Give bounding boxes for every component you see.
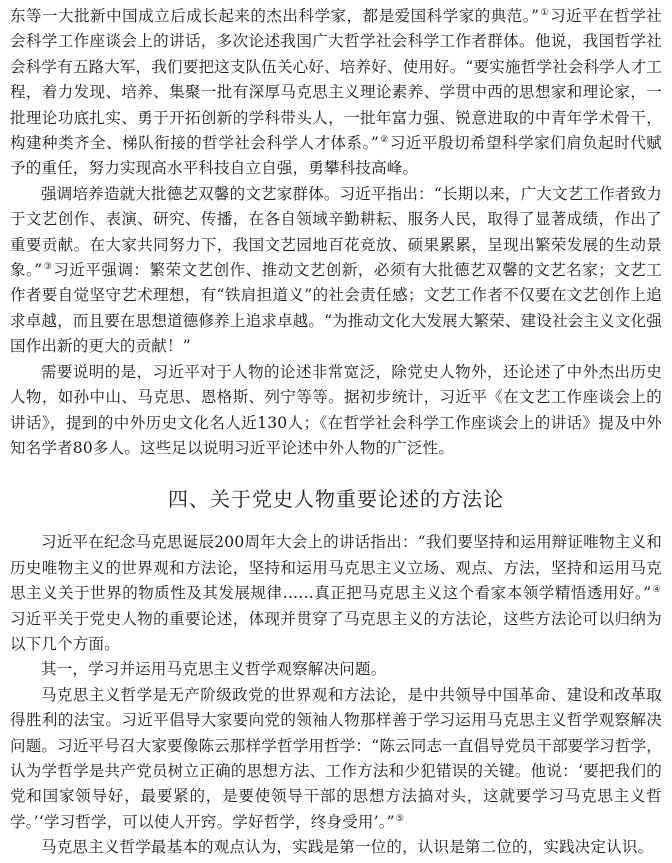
footnote-marker: ⑤ bbox=[395, 813, 405, 824]
paragraph-text: 马克思主义哲学是无产阶级政党的世界观和方法论，是中共领导中国革命、建设和改革取得胜利的法宝。习近平倡导大家要向党的领袖人物那样善于学习运用马克思主义哲学观察解决问题。习近平号召大家要像陈云那样学哲学用哲学：“陈云同志一直倡导党员干部要学习哲学，认为学哲学是共产党员树立正确的思想方法、工作方法和少犯错误的关键。他说：‘要把我们的党和国家领导好，最要紧的，是要使领导干部的思想方法搞对头，这就要学习马克思主义哲学。’‘学习哲学，可以使人开窍。学好哲学，终身受用’。” bbox=[10, 685, 662, 831]
section-heading: 四、关于党史人物重要论述的方法论 bbox=[168, 487, 504, 512]
paragraph-text: 其一，学习并运用马克思主义哲学观察解决问题。 bbox=[41, 660, 387, 679]
paragraph-text: 马克思主义哲学最基本的观点认为，实践是第一位的，认识是第二位的，实践决定认识。 bbox=[41, 838, 654, 857]
footnote-marker: ③ bbox=[43, 261, 53, 272]
body-paragraph bbox=[10, 683, 662, 835]
footnote-marker: ② bbox=[379, 134, 389, 145]
paragraph-text: 习近平在哲学社会科学工作座谈会上的讲话，多次论述我国广大哲学社会科学工作者群体。他说，我国哲学社会科学有五路大军，我们要把这支队伍关心好、培养好、使用好。“要实施哲学社会科学人才工程，着力发现、培养、集聚一批有深厚马克思主义理论素养、学贯中西的思想家和理论家，一批理论功底扎实、勇于开拓创新的学科带头人，一批年富力强、锐意进取的中青年学术骨干，构建种类齐全、梯队衔接的哲学社会科学人才体系。” bbox=[10, 7, 662, 153]
paragraph-text: 需要说明的是，习近平对于人物的论述非常宽泛，除党史人物外，还论述了中外杰出历史人物，如孙中山、马克思、恩格斯、列宁等等。据初步统计，习近平《在文艺工作座谈会上的讲话》，提到的中外历史文化名人近130人；《在哲学社会科学工作座谈会上的讲话》提及中外知名学者80多人。这些足以说明习近平论述中外人物的广泛性。 bbox=[10, 362, 662, 457]
body-paragraph bbox=[10, 182, 662, 360]
paragraph-text: 习近平在纪念马克思诞辰200周年大会上的讲话指出：“我们要坚持和运用辩证唯物主义和历史唯物主义的世界观和方法论，坚持和运用马克思主义立场、观点、方法，坚持和运用马克思主义关于世界的物质性及其发展规律……真正把马克思主义这个看家本领学精悟透用好。” bbox=[10, 533, 662, 603]
paragraph-text: 习近平强调：繁荣文艺创作、推动文艺创新，必须有大批德艺双馨的文艺名家；文艺工作者要自觉坚守艺术理想，有“铁肩担道义”的社会责任感；文艺工作者不仅要在文艺创作上追求卓越，而且要在思想道德修养上追求卓越。“为推动文化大发展大繁荣、建设社会主义文化强国作出新的更大的贡献！” bbox=[10, 261, 662, 356]
top-paragraphs bbox=[10, 4, 662, 461]
paragraph-text: 习近平殷切希望科学家们肩负起时代赋予的重任，努力实现高水平科技自立自强，勇攀科技高峰。 bbox=[10, 134, 662, 178]
body-paragraph bbox=[10, 4, 662, 182]
paragraph-text: 强调培养造就大批德艺双馨的文艺家群体。习近平指出：“长期以来，广大文艺工作者致力于文艺创作、表演、研究、传播，在各自领域辛勤耕耘、服务人民，取得了显著成绩，作出了重要贡献。在大家共同努力下，我国文艺园地百花竞放、硕果累累，呈现出繁荣发展的生动景象。” bbox=[10, 184, 662, 280]
bottom-paragraphs bbox=[10, 530, 662, 860]
footnote-marker: ④ bbox=[652, 584, 661, 595]
body-paragraph bbox=[10, 835, 662, 860]
footnote-marker: ① bbox=[540, 7, 550, 18]
body-paragraph bbox=[10, 657, 662, 682]
paragraph-text: 东等一大批新中国成立后成长起来的杰出科学家，都是爱国科学家的典范。” bbox=[10, 7, 540, 25]
paragraph-text: 习近平关于党史人物的重要论述，体现并贯穿了马克思主义的方法论，这些方法论可以归纳为以下几个方面。 bbox=[10, 609, 662, 653]
body-paragraph bbox=[10, 530, 662, 657]
body-paragraph bbox=[10, 360, 662, 462]
